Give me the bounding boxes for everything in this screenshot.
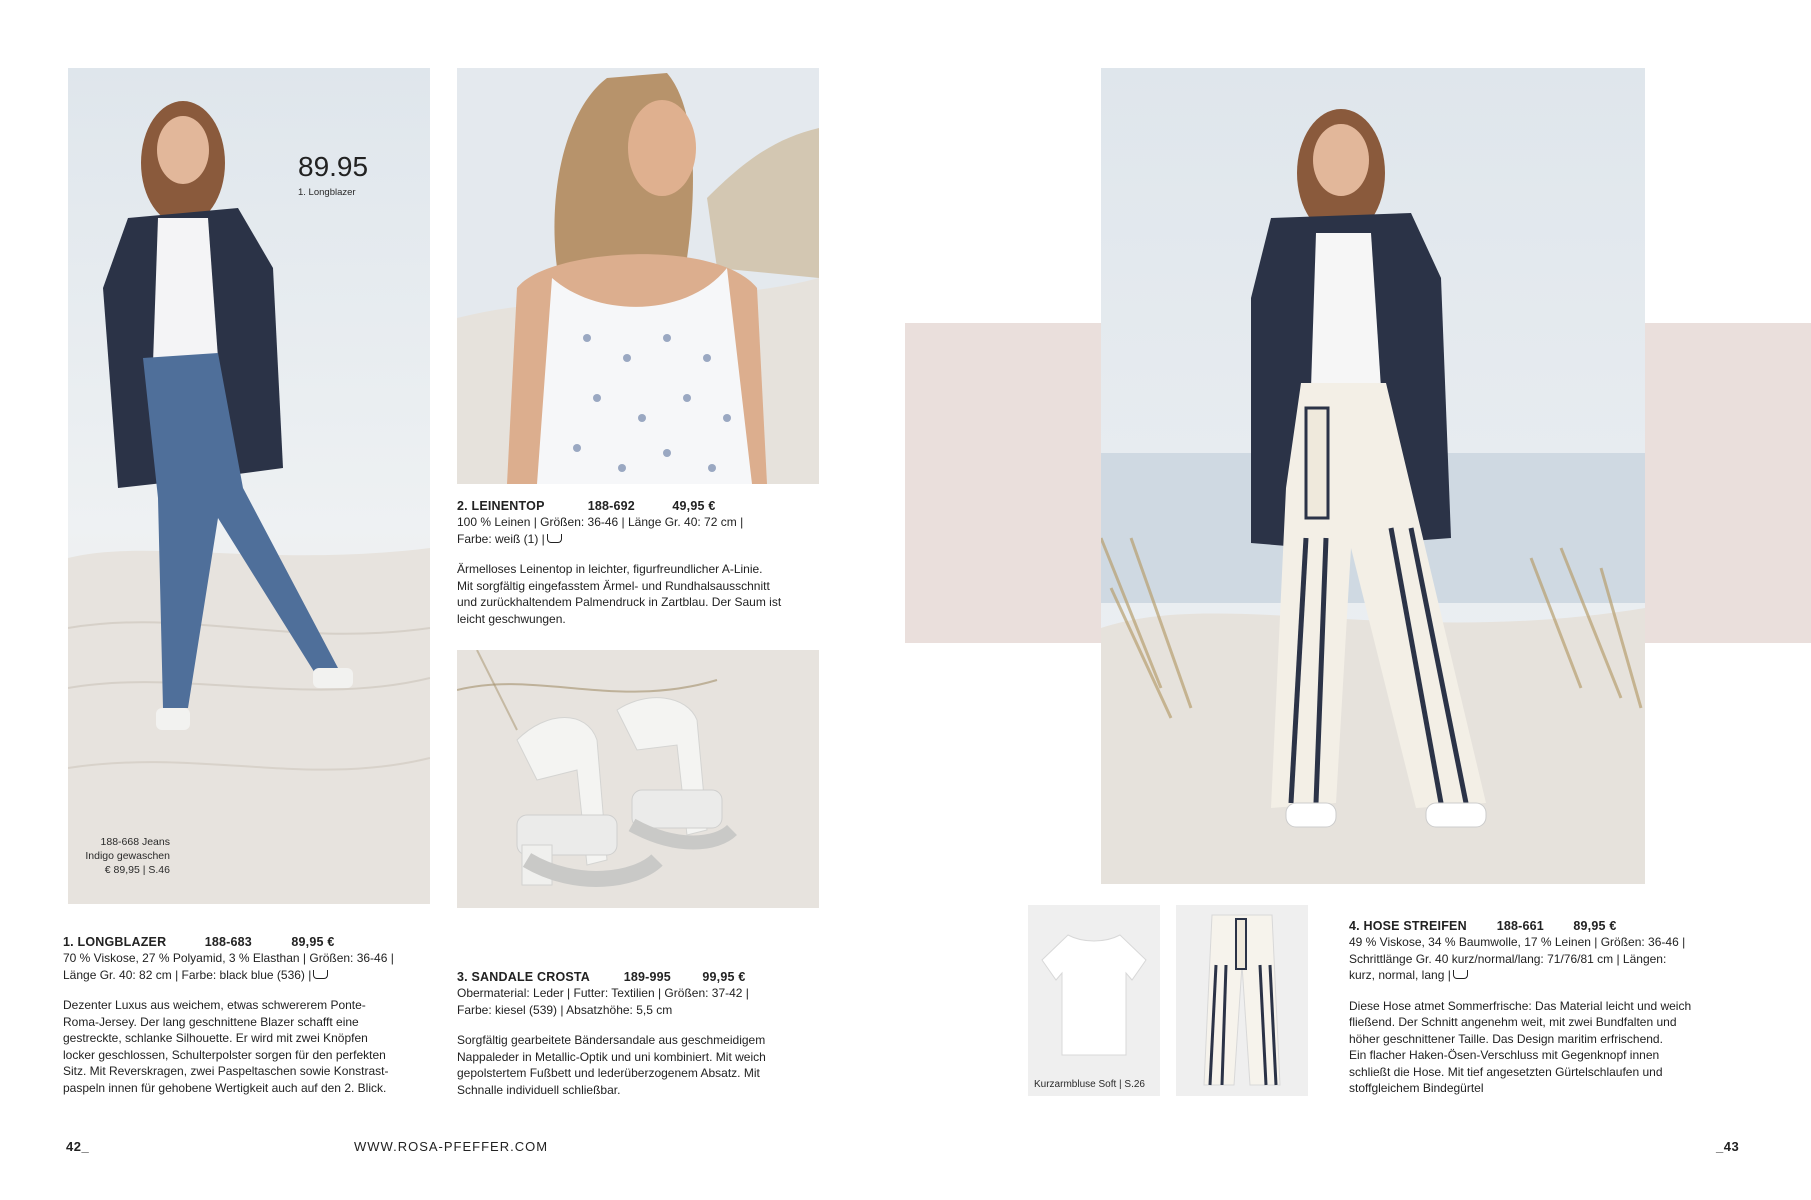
product1-description-line: locker geschlossen, Schulterpolster sorgen für den perfekten (63, 1047, 386, 1062)
product2-block (457, 499, 819, 627)
wash-icon (1453, 970, 1468, 979)
product1-description (63, 997, 443, 1096)
product3-price: 99,95 € (702, 970, 746, 984)
product4-name: 4. HOSE STREIFEN (1349, 919, 1467, 933)
photo1-price-caption: 1. Longblazer (298, 187, 356, 198)
product4-description (1349, 998, 1769, 1097)
product4-description-line: höher geschnittener Taille. Das Design maritim erfrischend. (1349, 1031, 1663, 1046)
product4-header (1349, 919, 1769, 933)
decorative-band-right (1645, 323, 1811, 643)
product3-block (457, 970, 837, 1098)
product4-spec-line: Schrittlänge Gr. 40 kurz/normal/lang: 71/76/81 cm | Längen: (1349, 951, 1667, 966)
product3-name: 3. SANDALE CROSTA (457, 970, 591, 984)
blouse-caption: Kurzarmbluse Soft | S.26 (1034, 1079, 1145, 1090)
product2-description-line: leicht geschwungen. (457, 611, 566, 626)
page-number-left: 42_ (66, 1139, 90, 1154)
jeans-note-line: € 89,95 | S.46 (104, 864, 170, 876)
product2-description-line: Mit sorgfältig eingefasstem Ärmel- und Rundhalsausschnitt (457, 578, 770, 593)
product2-spec-line: 100 % Leinen | Größen: 36-46 | Länge Gr. 40: 72 cm | (457, 515, 744, 529)
product3-description (457, 1032, 837, 1098)
product1-description-line: Dezenter Luxus aus weichem, etwas schwererem Ponte- (63, 998, 366, 1012)
product4-spec-line: 49 % Viskose, 34 % Baumwolle, 17 % Leinen | Größen: 36-46 | (1349, 935, 1686, 949)
product2-spec (457, 514, 819, 547)
product3-spec (457, 985, 837, 1018)
product3-sku: 189-995 (623, 970, 671, 984)
product4-sku: 188-661 (1496, 919, 1544, 933)
product4-block (1349, 919, 1769, 1097)
photo-kurzarmbluse (1028, 905, 1160, 1096)
product1-name: 1. LONGBLAZER (63, 935, 167, 949)
product1-block (63, 935, 443, 1096)
wash-icon (547, 534, 562, 543)
photo-sandale (457, 650, 819, 908)
product4-description-line: Diese Hose atmet Sommerfrische: Das Material leicht und weich (1349, 998, 1692, 1013)
product4-spec-line: kurz, normal, lang | (1349, 967, 1769, 984)
jeans-note-line: Indigo gewaschen (85, 850, 170, 862)
photo-hose-streifen-product (1176, 905, 1308, 1096)
product3-description-line: Schnalle individuell schließbar. (457, 1082, 621, 1097)
product1-price: 89,95 € (291, 935, 335, 949)
website-link[interactable]: WWW.ROSA-PFEFFER.COM (354, 1139, 549, 1154)
product2-price: 49,95 € (672, 499, 716, 513)
product2-description-line: und zurückhaltendem Palmendruck in Zartblau. Der Saum ist (457, 595, 782, 609)
product1-description-line: gestreckte, schlanke Silhouette. Er wird mit zwei Knöpfen (63, 1031, 368, 1045)
product3-description-line: gepolstertem Fußbett und lederüberzogenem Absatz. Mit (457, 1066, 760, 1080)
photo1-price: 89.95 (298, 151, 369, 182)
photo-longblazer-model (68, 68, 430, 904)
jeans-note (60, 835, 170, 877)
photo-hose-streifen-model (1101, 68, 1645, 884)
product2-spec-line: Farbe: weiß (1) | (457, 531, 819, 548)
product3-description-line: Sorgfältig gearbeitete Bändersandale aus geschmeidigem (457, 1033, 766, 1047)
product3-spec-line: Farbe: kiesel (539) | Absatzhöhe: 5,5 cm (457, 1002, 673, 1017)
product4-description-line: schließt die Hose. Mit tief angesetzten Gürtelschlaufen und (1349, 1064, 1663, 1079)
product3-header (457, 970, 837, 984)
product1-header (63, 935, 443, 949)
product4-description-line: stoffgleichem Bindegürtel (1349, 1081, 1484, 1095)
product1-spec (63, 950, 443, 983)
product1-spec-line: Länge Gr. 40: 82 cm | Farbe: black blue (536) | (63, 967, 443, 984)
product4-spec (1349, 934, 1769, 984)
product2-header (457, 499, 819, 513)
product1-description-line: paspeln innen für gehobene Wertigkeit auch auf den 2. Blick. (63, 1080, 387, 1095)
product3-spec-line: Obermaterial: Leder | Futter: Textilien | Größen: 37-42 | (457, 986, 749, 1000)
product2-description-line: Ärmelloses Leinentop in leichter, figurfreundlicher A-Linie. (457, 562, 763, 576)
product4-description-line: Ein flacher Haken-Ösen-Verschluss mit Gegenknopf innen (1349, 1048, 1660, 1062)
product1-spec-line: 70 % Viskose, 27 % Polyamid, 3 % Elasthan | Größen: 36-46 | (63, 951, 394, 965)
wash-icon (313, 970, 328, 979)
product1-sku: 188-683 (204, 935, 252, 949)
jeans-note-line: 188-668 Jeans (100, 836, 170, 848)
page-number-right: _43 (1716, 1139, 1740, 1154)
product2-description (457, 561, 819, 627)
product2-sku: 188-692 (587, 499, 635, 513)
product4-description-line: fließend. Der Schnitt angenehm weit, mit zwei Bundfalten und (1349, 1015, 1677, 1029)
product1-description-line: Roma-Jersey. Der lang geschnittene Blazer schafft eine (63, 1014, 359, 1029)
product2-name: 2. LEINENTOP (457, 499, 545, 513)
photo-leinentop-model (457, 68, 819, 484)
product4-price: 89,95 € (1573, 919, 1617, 933)
decorative-band-left (905, 323, 1101, 643)
product1-description-line: Sitz. Mit Reverskragen, zwei Paspeltaschen sowie Konstrast- (63, 1064, 389, 1078)
product3-description-line: Nappaleder in Metallic-Optik und uni kombiniert. Mit weich (457, 1049, 766, 1064)
